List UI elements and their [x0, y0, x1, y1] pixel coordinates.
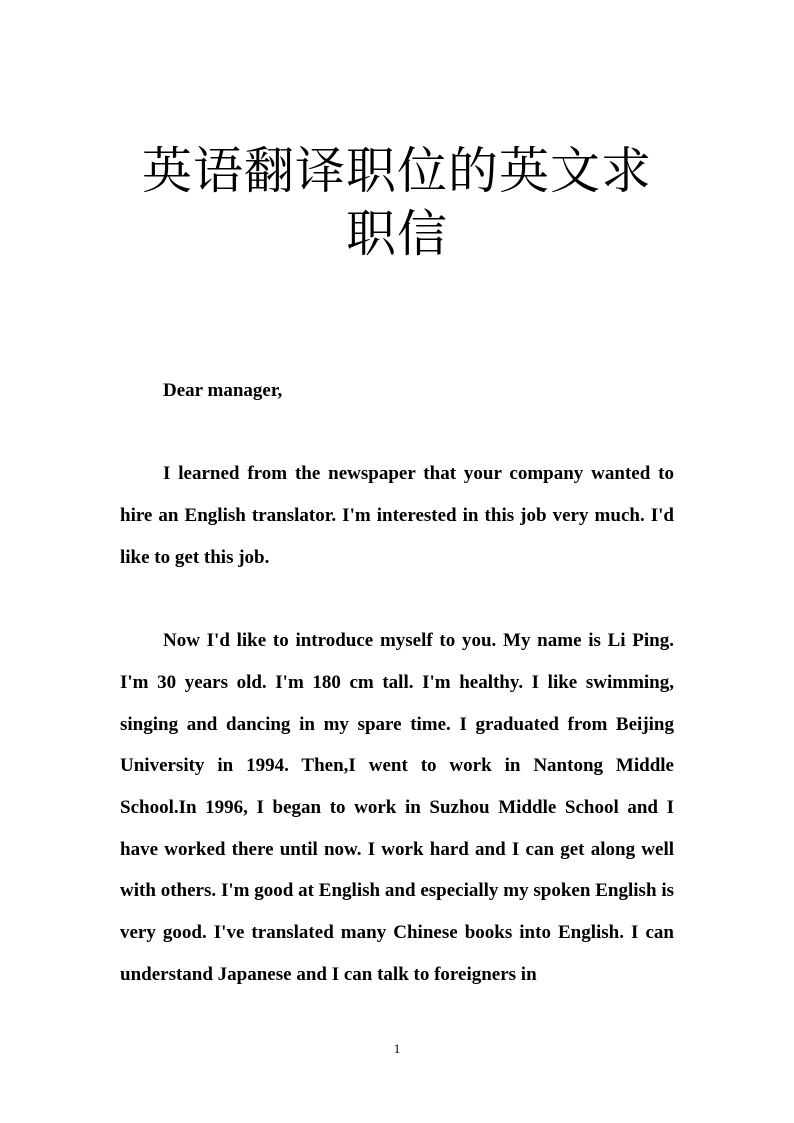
paragraph-self-introduction: Now I'd like to introduce myself to you. My name is Li Ping. I'm 30 years old. I'm 180 cm tall. I'm healthy. I like swimming, singing and dancing in my spare time. I graduated from Beijing University in 1994. Then,I went to work in Nantong Middle School.In 1996, I began to work in Suzhou Middle School and I have worked there until now. I work hard and I can get along well with others. I'm good at English and especially my spoken English is very good. I've translated many Chinese books into English. I can understand Japanese and I can talk to foreigners in — [120, 630, 674, 985]
page-number: 1 — [393, 1041, 401, 1056]
letter-greeting: Dear manager, — [163, 380, 283, 401]
document-title: 英语翻译职位的英文求职信 — [142, 142, 652, 263]
letter-body — [120, 370, 674, 996]
paragraph-intro: I learned from the newspaper that your company wanted to hire an English translator. I'm interested in this job very much. I'd like to get this job. — [120, 463, 674, 568]
